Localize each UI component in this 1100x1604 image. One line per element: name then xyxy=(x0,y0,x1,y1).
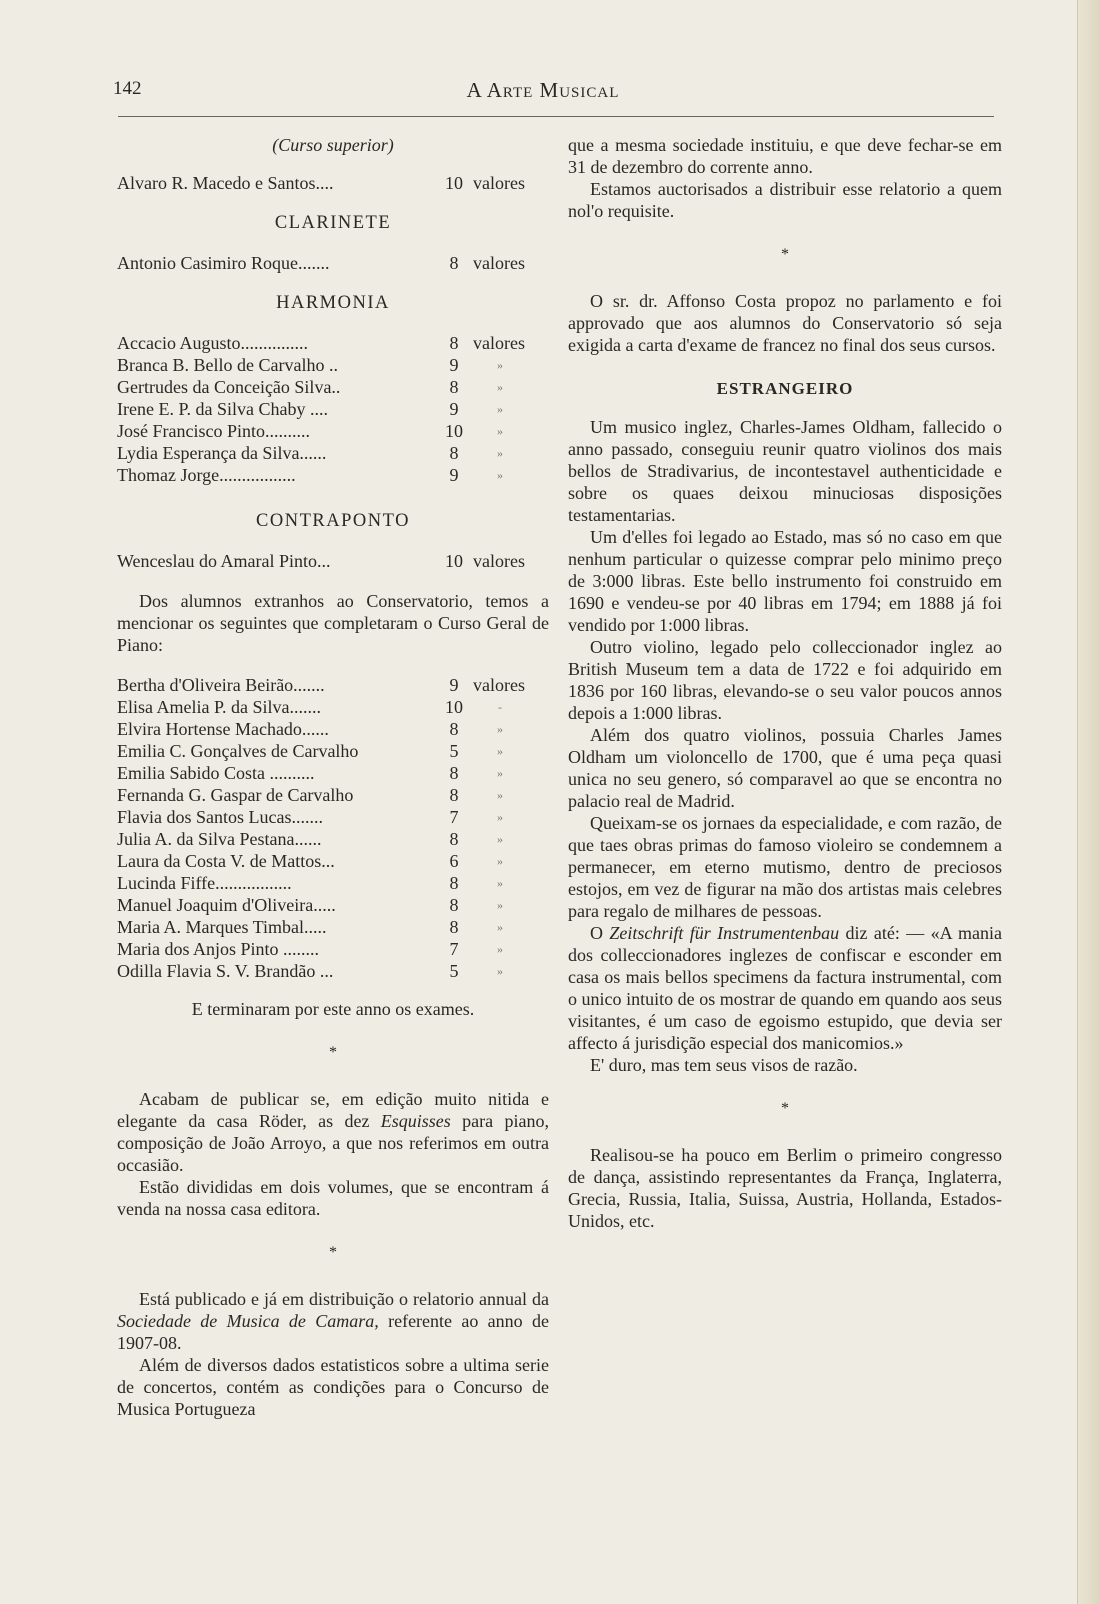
curso-superior-heading: (Curso superior) xyxy=(272,135,394,155)
student-name: Emilia Sabido Costa .......... xyxy=(117,763,315,783)
grade-value: 8 xyxy=(449,829,459,849)
grade-value: 6 xyxy=(449,851,459,871)
page-header xyxy=(113,78,973,108)
curso-superior-list xyxy=(117,172,549,194)
student-name: Laura da Costa V. de Mattos... xyxy=(117,851,335,871)
grade-unit: » xyxy=(497,766,503,780)
piano-intro-paragraph: Dos alumnos extranhos ao Conservatorio, temos a mencionar os seguintes que completaram o Curso Geral de Piano: xyxy=(117,591,549,655)
grade-row xyxy=(117,696,549,718)
grade-value: 9 xyxy=(449,675,459,695)
grade-unit: » xyxy=(497,446,503,460)
student-name: Maria dos Anjos Pinto ........ xyxy=(117,939,320,959)
grade-unit: » xyxy=(497,832,503,846)
student-name: Branca B. Bello de Carvalho .. xyxy=(117,355,338,375)
grade-value: 8 xyxy=(449,333,459,353)
affonso-costa-paragraph: O sr. dr. Affonso Costa propoz no parlamento e foi approvado que aos alumnos do Conservatorio só seja exigida a carta d'exame de francez no final dos seus cursos. xyxy=(568,291,1002,355)
student-name: Elvira Hortense Machado...... xyxy=(117,719,329,739)
student-name: Manuel Joaquim d'Oliveira..... xyxy=(117,895,336,915)
grade-row xyxy=(117,718,549,740)
grade-unit: » xyxy=(497,358,503,372)
page-edge xyxy=(1077,0,1100,1604)
sociedade-title: Sociedade de Musica de Camara, xyxy=(117,1311,379,1331)
grade-unit: » xyxy=(497,964,503,978)
zeitschrift-paragraph xyxy=(568,922,1002,1054)
student-name: Julia A. da Silva Pestana...... xyxy=(117,829,322,849)
grade-value: 8 xyxy=(449,253,459,273)
grade-unit: valores xyxy=(473,551,525,571)
esquisses-text-a: Acabam de publicar se, em edição muito nitida e elegante da casa Röder, as dez xyxy=(117,1089,549,1131)
grade-value: 9 xyxy=(449,465,459,485)
section-separator-star: * xyxy=(781,1100,789,1117)
grade-row xyxy=(117,894,549,916)
grade-value: 5 xyxy=(449,741,459,761)
violoncello-paragraph: Além dos quatro violinos, possuia Charles James Oldham um violoncello de 1700, que é uma peça quasi unica no seu genero, só comparavel ao que se encontra no palacio real de Madrid. xyxy=(568,725,1002,811)
header-rule xyxy=(118,116,994,117)
grade-row xyxy=(117,784,549,806)
contraponto-heading: CONTRAPONTO xyxy=(256,511,410,531)
grade-unit: valores xyxy=(473,333,525,353)
student-name: Flavia dos Santos Lucas....... xyxy=(117,807,323,827)
grade-unit: » xyxy=(497,722,503,736)
grade-value: 10 xyxy=(445,173,463,193)
grade-unit: » xyxy=(497,744,503,758)
running-title: A Arte Musical xyxy=(466,78,620,102)
clarinete-list xyxy=(117,252,549,274)
grade-row xyxy=(117,828,549,850)
esquisses-text-b: para piano, composição de João Arroyo, a que nos referimos em outra occasião. xyxy=(117,1111,549,1175)
alem-statistics-paragraph: Além de diversos dados estatisticos sobre a ultima serie de concertos, contém as condições para o Concurso de Musica Portugueza xyxy=(117,1355,549,1419)
grade-value: 8 xyxy=(449,443,459,463)
student-name: Gertrudes da Conceição Silva.. xyxy=(117,377,341,397)
student-name: Alvaro R. Macedo e Santos.... xyxy=(117,173,334,193)
grade-row xyxy=(117,960,549,982)
grade-row xyxy=(117,252,549,274)
grade-value: 10 xyxy=(445,421,463,441)
grade-unit: » xyxy=(497,788,503,802)
zeitschrift-title: Zeitschrift für Instrumentenbau xyxy=(609,923,840,943)
grade-unit: valores xyxy=(473,675,525,695)
contraponto-list xyxy=(117,550,549,572)
piano-list xyxy=(117,674,549,982)
student-name: Maria A. Marques Timbal..... xyxy=(117,917,327,937)
section-separator-star: * xyxy=(329,1044,337,1061)
zeit-text-b: diz até: — «A mania dos colleccionadores inglezes de confiscar e esconder em casa os mais bellos specimens da factura instrumental, com o unico intuito de os mostrar de quando em quando aos seus visitantes, é um caso de egoismo estupido, que devia ser affecto á jurisdição especial dos manicomios.» xyxy=(568,923,1003,1053)
grade-unit: - xyxy=(498,700,502,714)
grade-unit: » xyxy=(497,898,503,912)
grade-value: 9 xyxy=(449,399,459,419)
grade-unit: » xyxy=(497,424,503,438)
grade-row xyxy=(117,550,549,572)
grade-value: 5 xyxy=(449,961,459,981)
grade-unit: » xyxy=(497,810,503,824)
relatorio-text-b: referente ao anno de 1907-08. xyxy=(117,1311,549,1353)
grade-value: 8 xyxy=(449,873,459,893)
grade-unit: » xyxy=(497,942,503,956)
grade-row xyxy=(117,850,549,872)
grade-value: 8 xyxy=(449,377,459,397)
grade-row xyxy=(117,916,549,938)
grade-row xyxy=(117,332,549,354)
student-name: Odilla Flavia S. V. Brandão ... xyxy=(117,961,334,981)
student-name: Irene E. P. da Silva Chaby .... xyxy=(117,399,328,419)
grade-unit: » xyxy=(497,876,503,890)
grade-unit: » xyxy=(497,468,503,482)
grade-row xyxy=(117,398,549,420)
grade-row xyxy=(117,674,549,696)
grade-row xyxy=(117,420,549,442)
grade-unit: valores xyxy=(473,173,525,193)
left-column xyxy=(117,134,549,1420)
grade-value: 10 xyxy=(445,697,463,717)
student-name: Fernanda G. Gaspar de Carvalho xyxy=(117,785,354,805)
harmonia-list xyxy=(117,332,549,486)
grade-unit: » xyxy=(497,854,503,868)
student-name: Emilia C. Gonçalves de Carvalho xyxy=(117,741,359,761)
student-name: José Francisco Pinto.......... xyxy=(117,421,310,441)
student-name: Accacio Augusto............... xyxy=(117,333,308,353)
relatorio-paragraph xyxy=(117,1288,549,1354)
grade-row xyxy=(117,740,549,762)
zeit-text-a: O xyxy=(590,923,610,943)
grade-unit: » xyxy=(497,380,503,394)
grade-row xyxy=(117,872,549,894)
closing-line: E terminaram por este anno os exames. xyxy=(191,999,475,1019)
student-name: Thomaz Jorge................. xyxy=(117,465,296,485)
duro-paragraph: E' duro, mas tem seus visos de razão. xyxy=(590,1055,858,1075)
grade-value: 8 xyxy=(449,719,459,739)
grade-unit: » xyxy=(497,402,503,416)
clarinete-heading: CLARINETE xyxy=(274,213,392,233)
page-number: 142 xyxy=(113,78,142,99)
grade-row xyxy=(117,442,549,464)
grade-value: 8 xyxy=(449,895,459,915)
right-column xyxy=(568,134,1002,1232)
esquisses-title: Esquisses xyxy=(380,1111,451,1131)
grade-value: 7 xyxy=(449,807,459,827)
student-name: Elisa Amelia P. da Silva....... xyxy=(117,697,321,717)
grade-row xyxy=(117,938,549,960)
student-name: Wenceslau do Amaral Pinto... xyxy=(117,551,331,571)
grade-value: 8 xyxy=(449,917,459,937)
grade-row xyxy=(117,806,549,828)
grade-row xyxy=(117,376,549,398)
student-name: Bertha d'Oliveira Beirão....... xyxy=(117,675,325,695)
grade-value: 10 xyxy=(445,551,463,571)
esquisses-paragraph xyxy=(117,1088,549,1176)
grade-value: 8 xyxy=(449,763,459,783)
section-separator-star: * xyxy=(781,246,789,263)
outro-violino-paragraph: Outro violino, legado pelo colleccionador inglez ao British Museum tem a data de 1722 e foi adquirido em 1836 por 160 libras, elevando-se o seu valor poucos annos depois a 1:000 libras. xyxy=(568,637,1002,723)
estamos-paragraph: Estamos auctorisados a distribuir esse relatorio a quem nol'o requisite. xyxy=(568,179,1002,221)
grade-row xyxy=(117,762,549,784)
grade-unit: valores xyxy=(473,253,525,273)
estrangeiro-heading: ESTRANGEIRO xyxy=(716,379,854,398)
continuation-paragraph: que a mesma sociedade instituiu, e que deve fechar-se em 31 de dezembro do corrente anno. xyxy=(568,135,1002,177)
berlim-paragraph: Realisou-se ha pouco em Berlim o primeiro congresso de dança, assistindo representantes da França, Inglaterra, Grecia, Russia, Italia, Suissa, Austria, Hollanda, Estados-Unidos, etc. xyxy=(568,1145,1002,1231)
grade-row xyxy=(117,354,549,376)
estado-paragraph: Um d'elles foi legado ao Estado, mas só no caso em que nenhum particular o quizesse comprar pelo minimo preço de 3:000 libras. Este bello instrumento foi construido em 1690 e vendeu-se por 40 libras em 1794; em 1888 já foi vendido por 1:000 libras. xyxy=(568,527,1002,635)
grade-value: 9 xyxy=(449,355,459,375)
volumes-paragraph: Estão divididas em dois volumes, que se encontram á venda na nossa casa editora. xyxy=(117,1177,549,1219)
student-name: Lydia Esperança da Silva...... xyxy=(117,443,327,463)
grade-row xyxy=(117,464,549,486)
oldham-paragraph: Um musico inglez, Charles-James Oldham, fallecido o anno passado, conseguiu reunir quatro violinos dos mais bellos de Stradivarius, de incontestavel authenticidade e sobre os quaes deixou minuciosas disposições testamentarias. xyxy=(568,417,1002,525)
section-separator-star: * xyxy=(329,1244,337,1261)
student-name: Antonio Casimiro Roque....... xyxy=(117,253,330,273)
grade-value: 8 xyxy=(449,785,459,805)
relatorio-text-a: Está publicado e já em distribuição o relatorio annual da xyxy=(139,1289,549,1309)
harmonia-heading: HARMONIA xyxy=(276,293,390,313)
grade-row xyxy=(117,172,549,194)
grade-unit: » xyxy=(497,920,503,934)
grade-value: 7 xyxy=(449,939,459,959)
queixam-paragraph: Queixam-se os jornaes da especialidade, e com razão, de que taes obras primas do famoso violeiro se condemnem a permanecer, em eterno mutismo, dentro de preciosos estojos, em vez de figurar na mão dos artistas mais celebres para regalo de milhares de pessoas. xyxy=(568,813,1002,921)
student-name: Lucinda Fiffe................. xyxy=(117,873,292,893)
